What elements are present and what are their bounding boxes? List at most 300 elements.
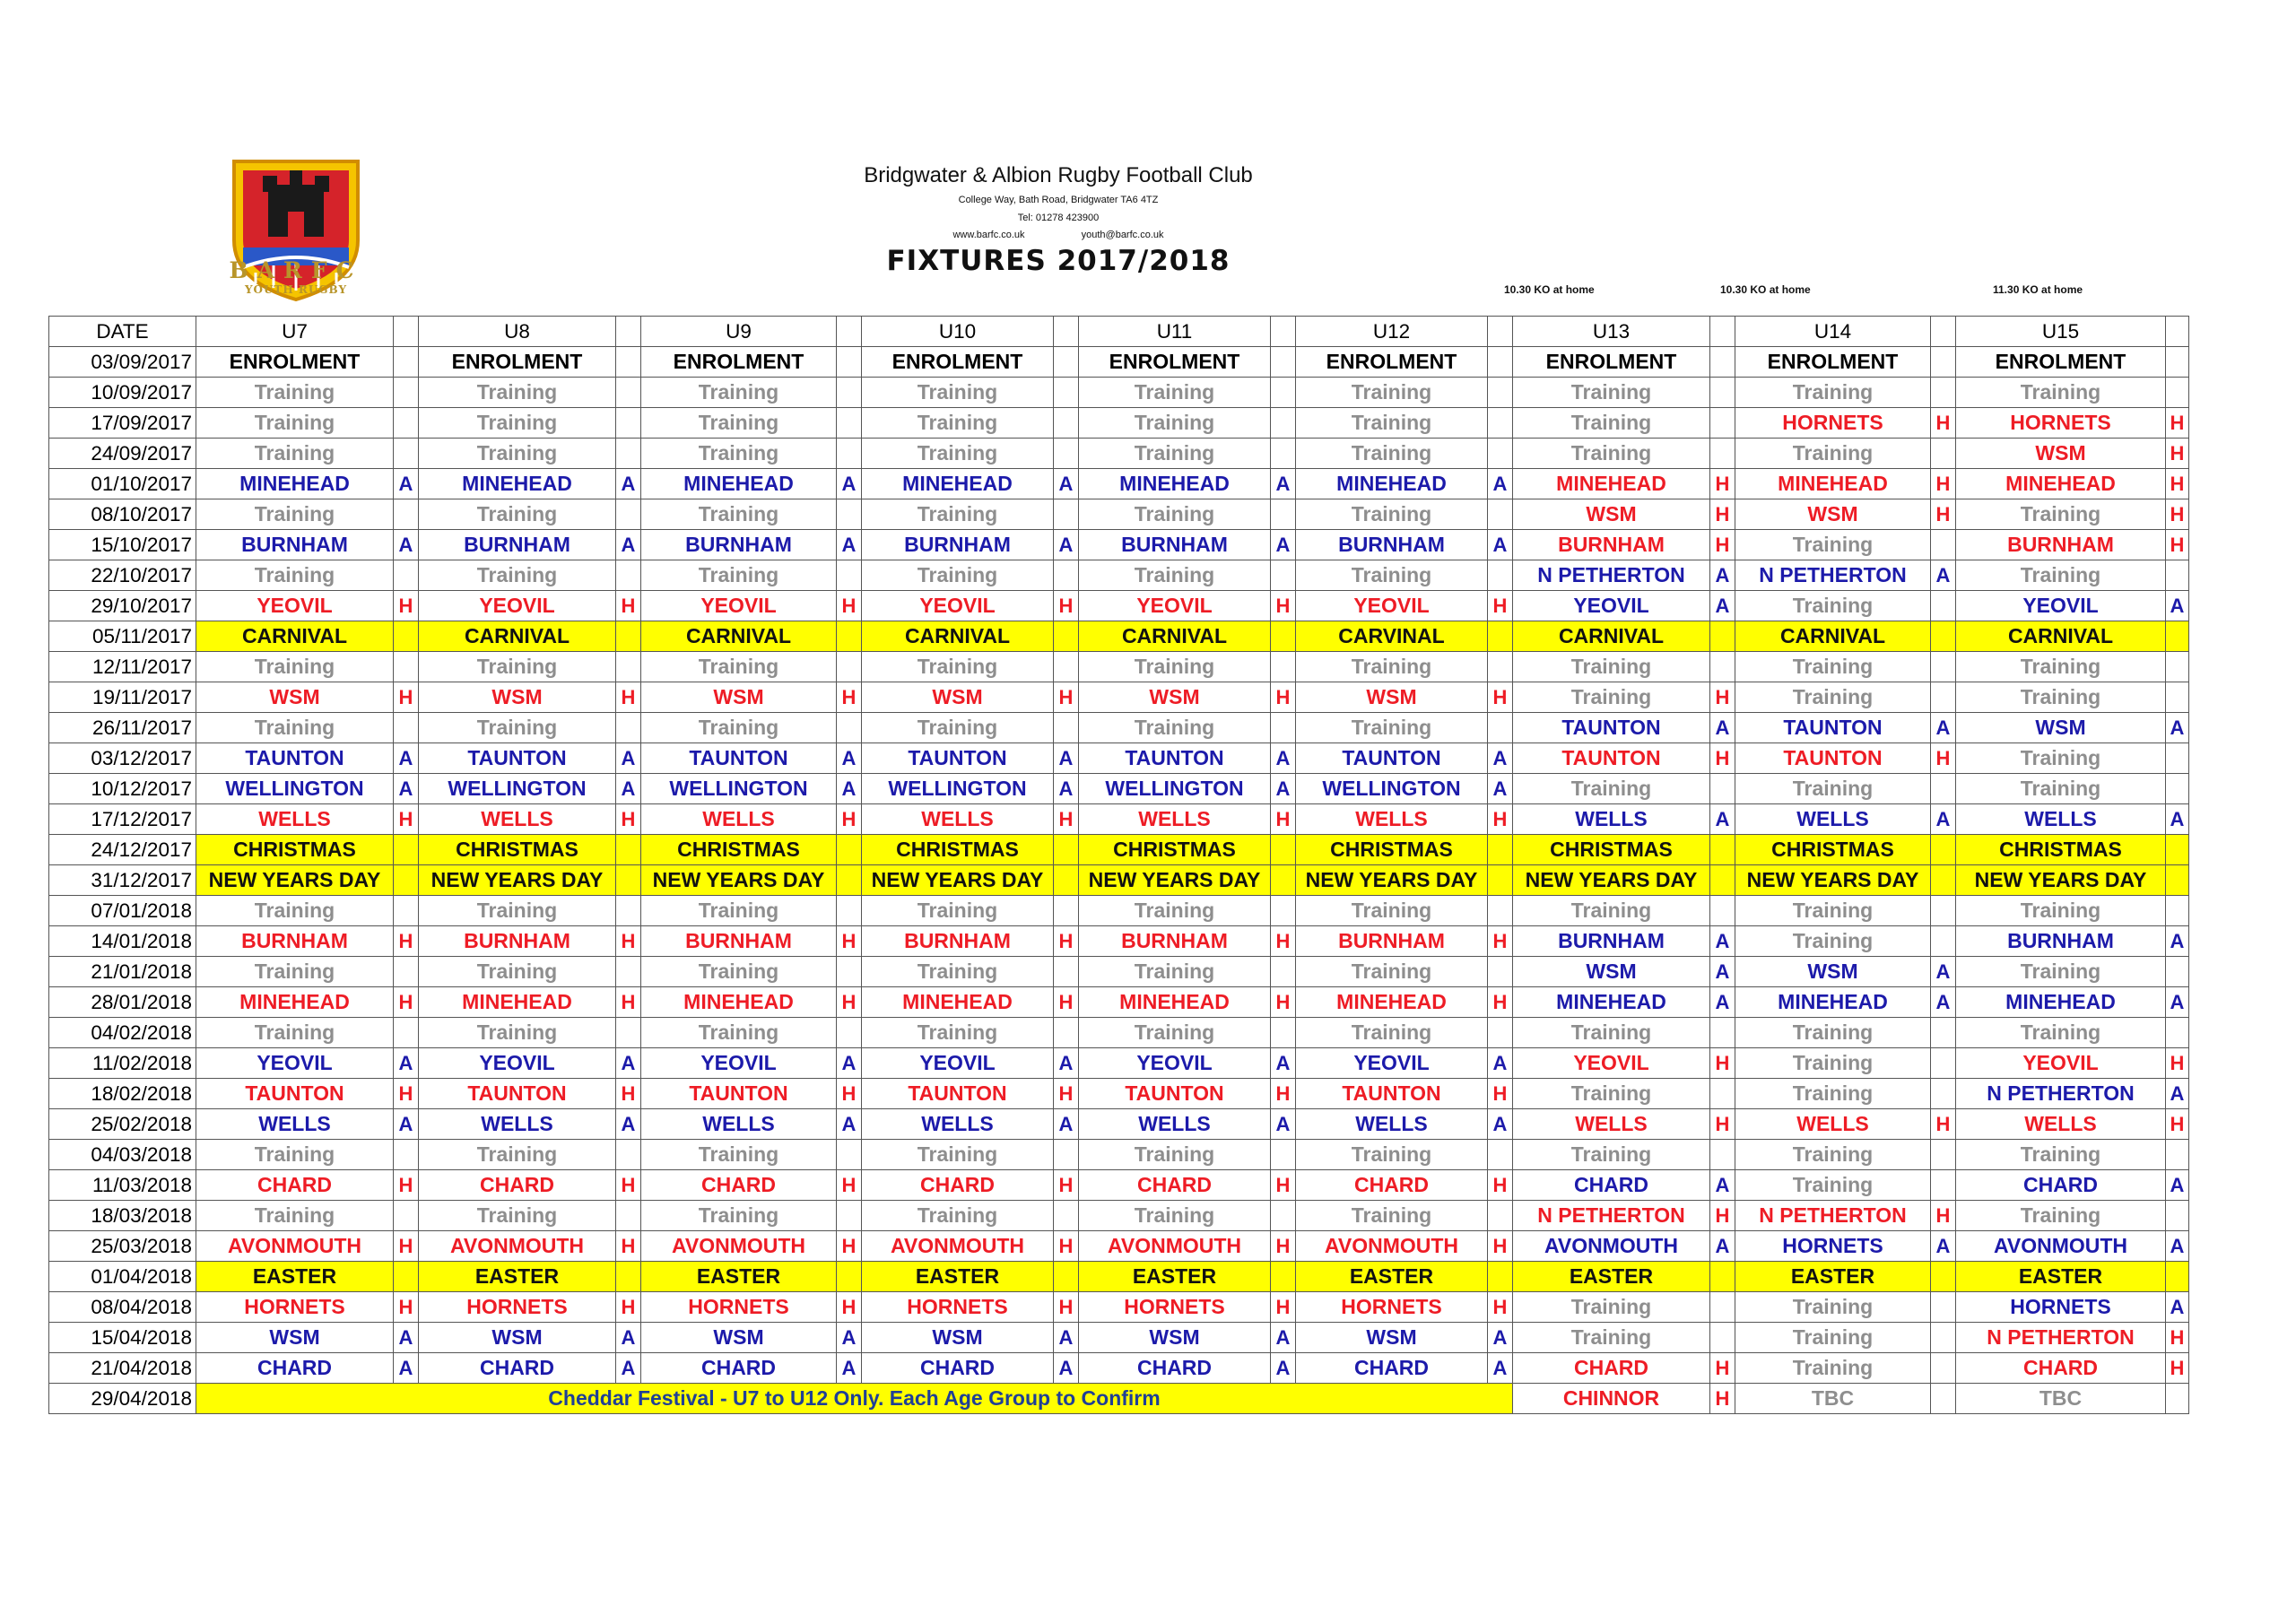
ko-note-u15: 11.30 KO at home (1993, 283, 2083, 296)
fixture-date: 01/10/2017 (49, 469, 196, 499)
home-away-marker (1054, 347, 1079, 378)
home-away-marker: H (1054, 1231, 1079, 1262)
table-row (49, 1323, 2189, 1353)
fixture-cell: NEW YEARS DAY (641, 865, 837, 896)
fixture-cell: TAUNTON (1735, 743, 1931, 774)
home-away-marker (2166, 957, 2189, 987)
home-away-marker (1271, 1018, 1296, 1048)
fixture-cell: Training (419, 1140, 616, 1170)
home-away-marker: A (837, 1323, 862, 1353)
home-away-marker (1931, 1079, 1956, 1109)
home-away-marker (1710, 1323, 1735, 1353)
fixture-date: 24/09/2017 (49, 439, 196, 469)
fixture-cell: CHARD (1079, 1353, 1271, 1384)
home-away-marker: A (1054, 1048, 1079, 1079)
table-row (49, 530, 2189, 560)
home-away-marker: H (1710, 743, 1735, 774)
home-away-marker: H (837, 682, 862, 713)
home-away-marker: H (1271, 591, 1296, 621)
fixture-cell: HORNETS (1956, 408, 2166, 439)
fixture-cell: YEOVIL (419, 591, 616, 621)
fixture-cell: TAUNTON (419, 743, 616, 774)
fixture-cell: HORNETS (419, 1292, 616, 1323)
fixture-date: 07/01/2018 (49, 896, 196, 926)
fixture-date: 10/09/2017 (49, 378, 196, 408)
fixture-cell: Training (641, 713, 837, 743)
home-away-marker: A (616, 1323, 641, 1353)
home-away-marker (1931, 621, 1956, 652)
table-row (49, 1384, 2189, 1414)
fixture-date: 22/10/2017 (49, 560, 196, 591)
fixture-cell: BURNHAM (419, 530, 616, 560)
fixture-cell: Training (1956, 682, 2166, 713)
table-row (49, 408, 2189, 439)
home-away-marker: A (616, 1109, 641, 1140)
home-away-marker (1710, 1079, 1735, 1109)
home-away-marker: A (1054, 530, 1079, 560)
home-away-marker: A (1271, 774, 1296, 804)
home-away-marker: A (1488, 1323, 1513, 1353)
home-away-marker (837, 865, 862, 896)
home-away-marker: H (1054, 1292, 1079, 1323)
fixture-cell: CARVINAL (1296, 621, 1488, 652)
fixture-date: 18/03/2018 (49, 1201, 196, 1231)
home-away-marker: H (2166, 1353, 2189, 1384)
age-group-header-spacer (2166, 317, 2189, 347)
home-away-marker (1488, 896, 1513, 926)
age-group-header-spacer (1710, 317, 1735, 347)
home-away-marker (1271, 378, 1296, 408)
fixture-cell: TAUNTON (862, 743, 1054, 774)
fixture-cell: BURNHAM (862, 530, 1054, 560)
fixture-cell: Training (196, 1201, 394, 1231)
fixture-cell: Training (1079, 439, 1271, 469)
fixture-cell: Training (862, 1018, 1054, 1048)
fixture-cell: Training (419, 408, 616, 439)
fixture-cell: Training (1956, 560, 2166, 591)
home-away-marker (1931, 682, 1956, 713)
home-away-marker (394, 713, 419, 743)
table-row (49, 499, 2189, 530)
fixture-cell: CHINNOR (1513, 1384, 1710, 1414)
fixture-cell: WSM (419, 682, 616, 713)
fixture-cell: YEOVIL (196, 1048, 394, 1079)
home-away-marker (1931, 347, 1956, 378)
home-away-marker (1054, 652, 1079, 682)
fixture-cell: Training (196, 439, 394, 469)
fixture-cell: MINEHEAD (1079, 987, 1271, 1018)
header-row (49, 317, 2189, 347)
fixture-cell: MINEHEAD (862, 469, 1054, 499)
fixture-cell: YEOVIL (641, 1048, 837, 1079)
home-away-marker (1054, 1140, 1079, 1170)
home-away-marker (1271, 896, 1296, 926)
home-away-marker: H (1271, 682, 1296, 713)
home-away-marker (837, 1201, 862, 1231)
home-away-marker (1488, 1201, 1513, 1231)
home-away-marker: H (837, 1079, 862, 1109)
home-away-marker (837, 439, 862, 469)
fixture-date: 26/11/2017 (49, 713, 196, 743)
home-away-marker: A (1488, 1109, 1513, 1140)
home-away-marker (616, 560, 641, 591)
home-away-marker: A (1488, 469, 1513, 499)
fixture-cell: Training (862, 378, 1054, 408)
fixture-cell: EASTER (641, 1262, 837, 1292)
fixture-cell: Training (1735, 1323, 1931, 1353)
fixture-cell: Training (1079, 652, 1271, 682)
email-link[interactable]: youth@barfc.co.uk (1081, 230, 1164, 240)
home-away-marker (837, 560, 862, 591)
fixture-cell: HORNETS (1956, 1292, 2166, 1323)
home-away-marker: H (1271, 1292, 1296, 1323)
fixture-cell: Training (1735, 896, 1931, 926)
fixture-cell: WELLS (1956, 804, 2166, 835)
home-away-marker: A (837, 1109, 862, 1140)
home-away-marker (1054, 1018, 1079, 1048)
fixture-cell: Training (1079, 560, 1271, 591)
fixture-cell: Training (1079, 1140, 1271, 1170)
fixture-cell: TAUNTON (862, 1079, 1054, 1109)
fixture-cell: NEW YEARS DAY (1735, 865, 1931, 896)
home-away-marker (2166, 1140, 2189, 1170)
fixture-cell: WELLS (196, 1109, 394, 1140)
home-away-marker (1488, 652, 1513, 682)
fixture-cell: Training (1296, 957, 1488, 987)
fixture-cell: AVONMOUTH (196, 1231, 394, 1262)
table-row (49, 774, 2189, 804)
home-away-marker: A (394, 1323, 419, 1353)
fixture-cell: HORNETS (1296, 1292, 1488, 1323)
fixture-cell: HORNETS (862, 1292, 1054, 1323)
home-away-marker: H (1710, 1353, 1735, 1384)
fixture-date: 21/01/2018 (49, 957, 196, 987)
home-away-marker (616, 408, 641, 439)
home-away-marker: A (1488, 1048, 1513, 1079)
home-away-marker (616, 896, 641, 926)
fixture-cell: WELLS (419, 1109, 616, 1140)
home-away-marker (1271, 499, 1296, 530)
home-away-marker: A (394, 1048, 419, 1079)
fixture-cell: TAUNTON (1513, 743, 1710, 774)
home-away-marker: H (1271, 1231, 1296, 1262)
home-away-marker (1931, 1323, 1956, 1353)
home-away-marker (837, 1140, 862, 1170)
fixture-cell: Training (1735, 1018, 1931, 1048)
fixture-cell: Training (641, 1201, 837, 1231)
fixture-cell: Training (1079, 1018, 1271, 1048)
fixture-cell: TAUNTON (641, 743, 837, 774)
home-away-marker: A (1710, 926, 1735, 957)
fixture-cell: WELLS (1296, 804, 1488, 835)
fixture-cell: MINEHEAD (641, 469, 837, 499)
home-away-marker: H (1710, 530, 1735, 560)
home-away-marker: A (394, 1109, 419, 1140)
home-away-marker (1931, 652, 1956, 682)
fixture-date: 19/11/2017 (49, 682, 196, 713)
home-away-marker (1931, 378, 1956, 408)
age-group-header-spacer (394, 317, 419, 347)
home-away-marker (1488, 1018, 1513, 1048)
fixture-date: 04/02/2018 (49, 1018, 196, 1048)
club-phone: Tel: 01278 423900 (1017, 213, 1100, 223)
home-away-marker (394, 378, 419, 408)
fixture-date: 29/04/2018 (49, 1384, 196, 1414)
age-group-header-spacer (1054, 317, 1079, 347)
home-away-marker: H (616, 591, 641, 621)
fixture-cell: Training (1735, 378, 1931, 408)
age-group-header-spacer (1271, 317, 1296, 347)
home-away-marker: H (1488, 1170, 1513, 1201)
fixture-cell: TAUNTON (196, 743, 394, 774)
table-row (49, 1018, 2189, 1048)
fixture-cell: Training (1296, 896, 1488, 926)
fixture-cell: Training (1513, 1292, 1710, 1323)
home-away-marker (616, 1201, 641, 1231)
home-away-marker: H (1488, 987, 1513, 1018)
fixture-cell: AVONMOUTH (1296, 1231, 1488, 1262)
club-address: College Way, Bath Road, Bridgwater TA6 4TZ (958, 195, 1159, 205)
home-away-marker (837, 499, 862, 530)
table-row (49, 469, 2189, 499)
fixture-cell: MINEHEAD (1079, 469, 1271, 499)
home-away-marker: H (616, 1231, 641, 1262)
home-away-marker: A (1271, 530, 1296, 560)
fixture-cell: WSM (1513, 499, 1710, 530)
home-away-marker (1054, 439, 1079, 469)
fixture-cell: Training (1513, 1140, 1710, 1170)
home-away-marker (1054, 1262, 1079, 1292)
table-row (49, 378, 2189, 408)
home-away-marker (616, 378, 641, 408)
fixture-cell: Training (196, 652, 394, 682)
fixture-cell: AVONMOUTH (862, 1231, 1054, 1262)
fixture-date: 17/12/2017 (49, 804, 196, 835)
fixture-cell: Training (1956, 378, 2166, 408)
fixture-cell: CHARD (641, 1353, 837, 1384)
home-away-marker (837, 621, 862, 652)
fixture-cell: WELLS (862, 1109, 1054, 1140)
home-away-marker: A (1931, 987, 1956, 1018)
home-away-marker (2166, 652, 2189, 682)
fixture-cell: CHARD (419, 1353, 616, 1384)
fixture-date: 24/12/2017 (49, 835, 196, 865)
home-away-marker: H (1710, 469, 1735, 499)
fixture-cell: CHARD (1513, 1353, 1710, 1384)
age-group-header: U8 (419, 317, 616, 347)
fixture-cell: WELLS (1735, 804, 1931, 835)
home-away-marker (1931, 1292, 1956, 1323)
home-away-marker (2166, 865, 2189, 896)
table-row (49, 896, 2189, 926)
home-away-marker (1488, 957, 1513, 987)
home-away-marker (1931, 896, 1956, 926)
home-away-marker (616, 347, 641, 378)
home-away-marker: H (616, 804, 641, 835)
table-row (49, 1231, 2189, 1262)
fixture-cell: Training (196, 957, 394, 987)
age-group-header: U11 (1079, 317, 1271, 347)
age-group-header: U9 (641, 317, 837, 347)
table-row (49, 1292, 2189, 1323)
fixture-cell: YEOVIL (1296, 591, 1488, 621)
table-row (49, 1109, 2189, 1140)
ko-note-u14: 10.30 KO at home (1720, 283, 1811, 296)
home-away-marker (1271, 1201, 1296, 1231)
home-away-marker: A (2166, 987, 2189, 1018)
fixture-cell: Training (862, 560, 1054, 591)
home-away-marker: A (1488, 1353, 1513, 1384)
age-group-header: U7 (196, 317, 394, 347)
home-away-marker: A (1271, 743, 1296, 774)
home-away-marker (1488, 347, 1513, 378)
fixture-cell: Training (1296, 713, 1488, 743)
fixture-cell: WELLINGTON (641, 774, 837, 804)
fixture-cell: CHARD (1513, 1170, 1710, 1201)
fixture-cell: Training (1296, 1140, 1488, 1170)
fixture-cell: WELLS (1513, 1109, 1710, 1140)
website-link[interactable]: www.barfc.co.uk (952, 230, 1025, 240)
home-away-marker: H (616, 1079, 641, 1109)
fixture-cell: CHRISTMAS (196, 835, 394, 865)
fixture-cell: MINEHEAD (419, 987, 616, 1018)
home-away-marker (2166, 1262, 2189, 1292)
fixture-cell: CHARD (862, 1353, 1054, 1384)
home-away-marker: H (394, 1079, 419, 1109)
fixture-cell: MINEHEAD (1513, 469, 1710, 499)
fixture-cell: MINEHEAD (419, 469, 616, 499)
home-away-marker: A (1931, 957, 1956, 987)
fixture-cell: WSM (862, 682, 1054, 713)
fixture-cell: Training (641, 652, 837, 682)
fixture-cell: WELLS (862, 804, 1054, 835)
home-away-marker (1054, 957, 1079, 987)
home-away-marker: A (1271, 1353, 1296, 1384)
fixture-cell: CARNIVAL (862, 621, 1054, 652)
home-away-marker: A (616, 469, 641, 499)
fixture-date: 15/10/2017 (49, 530, 196, 560)
fixture-cell: CARNIVAL (641, 621, 837, 652)
fixture-cell: ENROLMENT (1079, 347, 1271, 378)
fixture-date: 25/02/2018 (49, 1109, 196, 1140)
home-away-marker (394, 499, 419, 530)
home-away-marker (394, 835, 419, 865)
fixture-cell: MINEHEAD (1735, 469, 1931, 499)
home-away-marker (837, 713, 862, 743)
home-away-marker: H (837, 1170, 862, 1201)
home-away-marker (1710, 1018, 1735, 1048)
fixture-cell: ENROLMENT (196, 347, 394, 378)
home-away-marker (1710, 1262, 1735, 1292)
fixture-date: 15/04/2018 (49, 1323, 196, 1353)
home-away-marker (1488, 499, 1513, 530)
home-away-marker (1931, 1170, 1956, 1201)
home-away-marker (394, 652, 419, 682)
fixture-cell: WELLS (1956, 1109, 2166, 1140)
fixture-cell: YEOVIL (419, 1048, 616, 1079)
fixture-cell: Training (641, 1140, 837, 1170)
table-row (49, 865, 2189, 896)
home-away-marker: A (1931, 560, 1956, 591)
home-away-marker (616, 652, 641, 682)
logo-subtitle: YOUTH RUGBY (244, 283, 348, 296)
home-away-marker (1931, 835, 1956, 865)
fixture-cell: CHRISTMAS (1296, 835, 1488, 865)
home-away-marker: A (1488, 530, 1513, 560)
fixture-cell: WELLINGTON (419, 774, 616, 804)
fixture-cell: YEOVIL (641, 591, 837, 621)
table-row (49, 591, 2189, 621)
fixture-date: 05/11/2017 (49, 621, 196, 652)
home-away-marker (1488, 621, 1513, 652)
fixture-cell: N PETHERTON (1513, 560, 1710, 591)
fixture-cell: Training (1513, 774, 1710, 804)
fixture-cell: Training (1296, 560, 1488, 591)
home-away-marker: H (1271, 1079, 1296, 1109)
home-away-marker: A (394, 469, 419, 499)
fixture-cell: MINEHEAD (196, 469, 394, 499)
home-away-marker (1271, 1140, 1296, 1170)
home-away-marker: H (394, 987, 419, 1018)
fixture-cell: NEW YEARS DAY (1956, 865, 2166, 896)
home-away-marker (837, 378, 862, 408)
fixture-cell: WELLS (641, 1109, 837, 1140)
fixture-cell: Training (419, 499, 616, 530)
fixture-cell: HORNETS (641, 1292, 837, 1323)
home-away-marker (1710, 835, 1735, 865)
fixture-cell: NEW YEARS DAY (1513, 865, 1710, 896)
fixture-cell: WSM (641, 682, 837, 713)
age-group-header-spacer (837, 317, 862, 347)
home-away-marker: H (1054, 926, 1079, 957)
fixture-cell: Training (419, 560, 616, 591)
fixture-cell: Training (862, 1201, 1054, 1231)
fixture-cell: Training (1513, 652, 1710, 682)
fixture-cell: EASTER (1296, 1262, 1488, 1292)
fixture-cell: Training (862, 896, 1054, 926)
fixture-cell: Training (419, 896, 616, 926)
fixture-cell: Training (641, 499, 837, 530)
fixture-cell: Training (1735, 1292, 1931, 1323)
home-away-marker (1710, 652, 1735, 682)
fixture-cell: CARNIVAL (419, 621, 616, 652)
home-away-marker (1054, 713, 1079, 743)
home-away-marker (394, 408, 419, 439)
fixture-cell: TAUNTON (196, 1079, 394, 1109)
home-away-marker (616, 499, 641, 530)
fixture-cell: ENROLMENT (1296, 347, 1488, 378)
home-away-marker: H (616, 1292, 641, 1323)
home-away-marker: H (2166, 499, 2189, 530)
home-away-marker: H (1710, 682, 1735, 713)
fixture-date: 17/09/2017 (49, 408, 196, 439)
home-away-marker: H (1931, 469, 1956, 499)
home-away-marker: H (2166, 1048, 2189, 1079)
age-group-header-spacer (1931, 317, 1956, 347)
fixture-cell: CARNIVAL (1079, 621, 1271, 652)
fixture-cell: MINEHEAD (196, 987, 394, 1018)
fixture-cell: MINEHEAD (1956, 987, 2166, 1018)
home-away-marker (2166, 1201, 2189, 1231)
home-away-marker: H (1054, 682, 1079, 713)
fixture-cell: WELLS (1735, 1109, 1931, 1140)
table-row (49, 1201, 2189, 1231)
fixture-cell: CHARD (862, 1170, 1054, 1201)
fixture-cell: WELLS (641, 804, 837, 835)
fixture-cell: WSM (1296, 682, 1488, 713)
home-away-marker (616, 865, 641, 896)
home-away-marker (1271, 865, 1296, 896)
